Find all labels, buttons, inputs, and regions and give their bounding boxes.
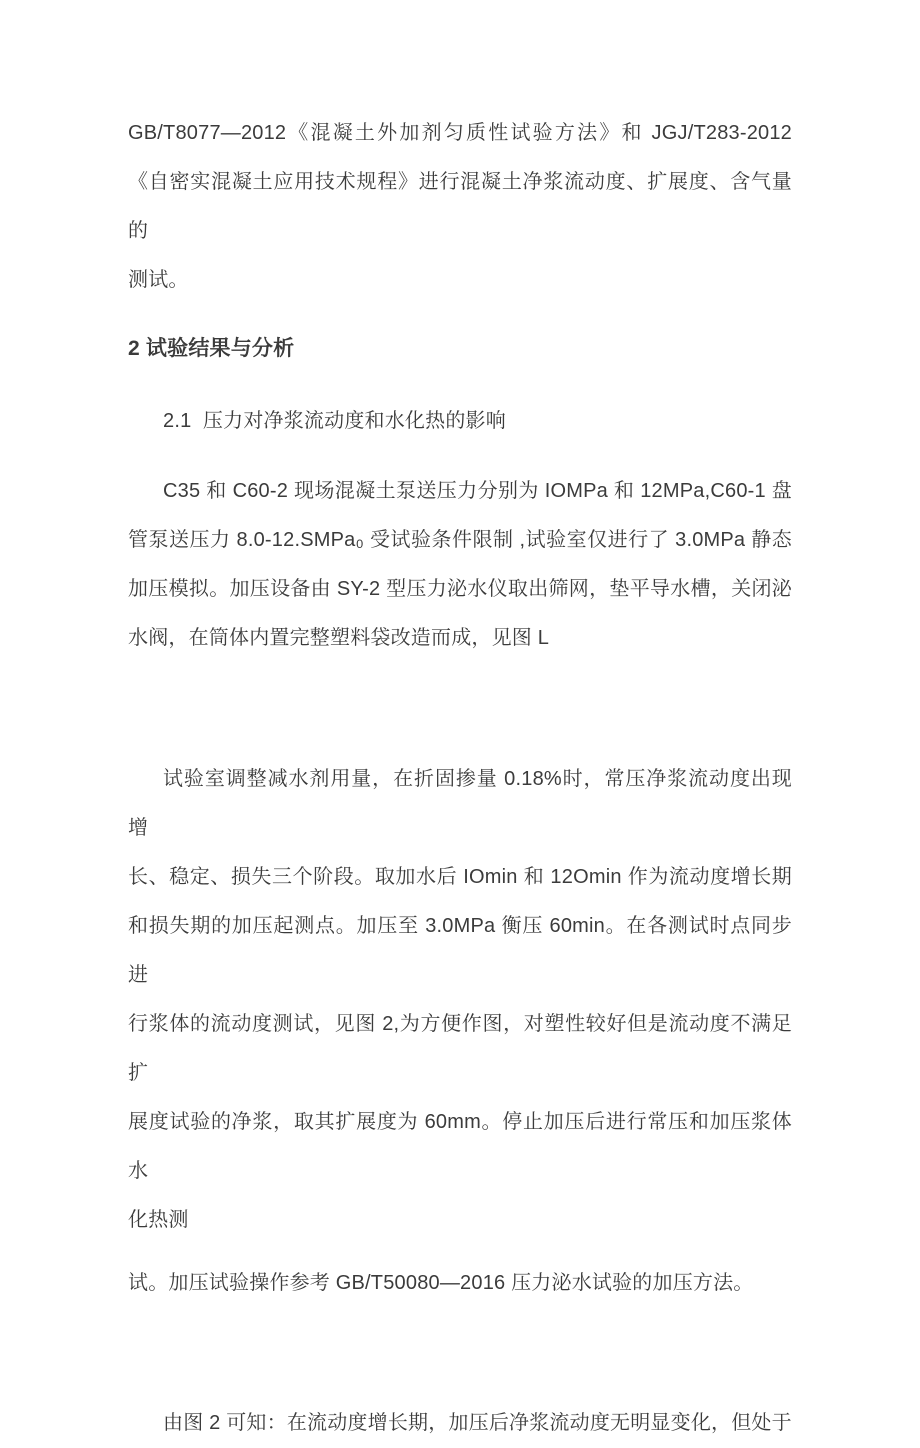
paragraph-line: GB/T8077—2012《混凝土外加剂匀质性试验方法》和 JGJ/T283-2012 (128, 122, 792, 144)
subsection-heading (128, 397, 792, 446)
subsection-heading-text: 2.1 压力对净浆流动度和水化热的影响 (163, 410, 506, 432)
paragraph-line: 由图 2 可知：在流动度增长期，加压后净浆流动度无明显变化，但处于 (163, 1412, 792, 1434)
document-content (0, 109, 920, 1448)
paragraph-line: 水阀，在筒体内置完整塑料袋改造而成，见图 L (128, 627, 550, 649)
paragraph-line: 展度试验的净浆，取其扩展度为 60mm。停止加压后进行常压和加压浆体水 (128, 1111, 792, 1182)
section-heading (128, 324, 792, 373)
paragraph-line: 行浆体的流动度测试，见图 2,为方便作图，对塑性较好但是流动度不满足扩 (128, 1013, 792, 1084)
paragraph-figure2-analysis (128, 1399, 792, 1448)
paragraph-lab-test (128, 755, 792, 1245)
document-page (0, 109, 920, 1434)
paragraph-line: 测试。 (128, 269, 189, 291)
section-heading-text: 2 试验结果与分析 (128, 337, 295, 360)
paragraph-line: 和损失期的加压起测点。加压至 3.0MPa 衡压 60min。在各测试时点同步进 (128, 915, 792, 986)
paragraph-line: C35 和 C60-2 现场混凝土泵送压力分别为 IOMPa 和 12MPa,C60-1 盘 (163, 480, 792, 502)
paragraph-line: 试。加压试验操作参考 GB/T50080—2016 压力泌水试验的加压方法。 (128, 1272, 754, 1294)
paragraph-standards (128, 109, 792, 305)
paragraph-test-reference (128, 1259, 792, 1308)
paragraph-line: 试验室调整减水剂用量，在折固掺量 0.18%时，常压净浆流动度出现增 (128, 768, 792, 839)
paragraph-line: 管泵送压力 8.0-12.SMPa₀ 受试验条件限制 ,试验室仅进行了 3.0MPa 静态 (128, 529, 792, 551)
paragraph-line: 加压模拟。加压设备由 SY-2 型压力泌水仪取出筛网，垫平导水槽，关闭泌 (128, 578, 792, 600)
paragraph-line: 化热测 (128, 1209, 189, 1231)
paragraph-line: 长、稳定、损失三个阶段。取加水后 IOmin 和 12Omin 作为流动度增长期 (128, 866, 792, 888)
paragraph-line: 《自密实混凝土应用技术规程》进行混凝土净浆流动度、扩展度、含气量的 (128, 171, 792, 242)
paragraph-pressure-setup (128, 467, 792, 663)
